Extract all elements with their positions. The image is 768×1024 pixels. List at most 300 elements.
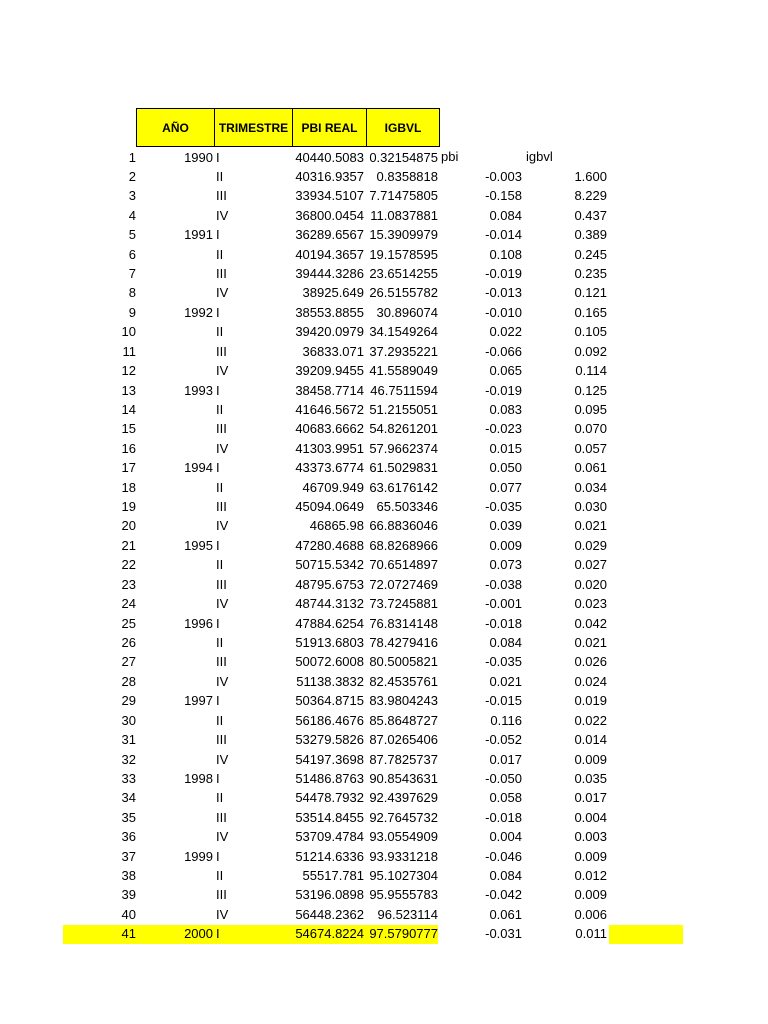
row-pbi-change[interactable]: -0.035 <box>485 499 522 515</box>
row-igbvl[interactable]: 0.32154875 <box>369 149 438 165</box>
row-pbi-real[interactable]: 41303.9951 <box>295 440 364 456</box>
row-index[interactable]: 12 <box>121 363 136 379</box>
row-pbi-change[interactable]: 0.009 <box>489 537 522 553</box>
row-quarter[interactable]: II <box>216 557 224 573</box>
row-pbi-real[interactable]: 47280.4688 <box>295 537 364 553</box>
table-row <box>0 400 768 419</box>
row-igbvl-change[interactable]: 0.057 <box>574 440 607 456</box>
row-pbi-change[interactable]: -0.014 <box>485 227 522 243</box>
row-igbvl[interactable]: 19.1578595 <box>369 246 438 262</box>
row-igbvl[interactable]: 26.5155782 <box>369 285 438 301</box>
row-quarter[interactable]: II <box>216 168 224 184</box>
row-igbvl[interactable]: 92.7645732 <box>369 809 438 825</box>
header-anio[interactable] <box>136 108 215 147</box>
row-pbi-real[interactable]: 54478.7932 <box>295 790 364 806</box>
row-year[interactable]: 2000 <box>184 926 213 942</box>
row-quarter[interactable]: I <box>216 149 220 165</box>
row-pbi-change[interactable]: -0.010 <box>485 304 522 320</box>
header-pbi-real[interactable] <box>292 108 367 147</box>
table-row <box>0 225 768 244</box>
row-pbi-real[interactable]: 36289.6567 <box>295 227 364 243</box>
row-pbi-change[interactable]: -0.050 <box>485 770 522 786</box>
row-igbvl-change[interactable]: 0.006 <box>574 906 607 922</box>
row-igbvl[interactable]: 37.2935221 <box>369 343 438 359</box>
row-index[interactable]: 7 <box>128 266 136 282</box>
row-igbvl[interactable]: 97.5790777 <box>369 926 438 942</box>
row-quarter[interactable]: IV <box>216 363 229 379</box>
row-pbi-change[interactable]: 0.084 <box>489 207 522 223</box>
row-igbvl-change[interactable]: 0.004 <box>574 809 607 825</box>
row-year[interactable]: 1999 <box>184 848 213 864</box>
row-igbvl-change[interactable]: 0.009 <box>574 887 607 903</box>
row-year[interactable]: 1990 <box>184 149 213 165</box>
row-quarter[interactable]: I <box>216 848 220 864</box>
table-row <box>0 652 768 671</box>
row-pbi-change[interactable]: -0.042 <box>485 887 522 903</box>
row-pbi-real[interactable]: 51138.3832 <box>296 673 364 689</box>
row-igbvl-change[interactable]: 0.009 <box>574 848 607 864</box>
row-pbi-real[interactable]: 40683.6662 <box>295 421 364 437</box>
table-row <box>0 905 768 924</box>
row-pbi-real[interactable]: 50364.8715 <box>295 693 364 709</box>
row-quarter[interactable]: II <box>216 635 224 650</box>
row-igbvl[interactable]: 82.4535761 <box>369 673 438 689</box>
row-index[interactable]: 22 <box>121 557 136 573</box>
table-row <box>0 148 768 167</box>
row-quarter[interactable]: IV <box>216 285 229 301</box>
row-index[interactable]: 38 <box>121 868 136 884</box>
row-igbvl[interactable]: 66.8836046 <box>369 518 438 534</box>
row-igbvl[interactable]: 85.8648727 <box>369 712 438 728</box>
row-pbi-real[interactable]: 50715.5342 <box>295 557 364 573</box>
row-quarter[interactable]: IV <box>216 207 229 223</box>
row-index[interactable]: 32 <box>121 751 136 767</box>
row-index[interactable]: 40 <box>121 906 136 922</box>
row-index[interactable]: 3 <box>128 188 136 204</box>
row-pbi-real[interactable]: 53279.5826 <box>295 732 364 748</box>
header-anio-label: AÑO <box>162 120 189 135</box>
row-quarter[interactable]: I <box>216 770 220 786</box>
row-index[interactable]: 18 <box>121 479 136 495</box>
table-row <box>0 303 768 322</box>
row-pbi-real[interactable]: 39444.3286 <box>295 266 364 282</box>
row-index[interactable]: 34 <box>121 790 136 806</box>
row-igbvl[interactable]: 95.9555783 <box>369 887 438 903</box>
table-row <box>0 439 768 458</box>
table-row <box>0 808 768 827</box>
row-igbvl-change[interactable]: 0.114 <box>575 363 607 379</box>
row-pbi-real[interactable]: 46865.98 <box>309 518 364 534</box>
row-igbvl[interactable]: 83.9804243 <box>369 693 438 709</box>
table-row <box>0 614 768 633</box>
row-pbi-change[interactable]: -0.046 <box>485 848 522 864</box>
row-igbvl[interactable]: 93.0554909 <box>369 829 438 845</box>
row-igbvl-change[interactable]: 0.023 <box>574 596 607 612</box>
row-pbi-change[interactable]: 0.084 <box>489 868 522 884</box>
row-igbvl-change[interactable]: 0.165 <box>574 304 607 320</box>
table-row <box>0 594 768 613</box>
row-pbi-real[interactable]: 36833.071 <box>302 343 364 359</box>
row-pbi-change[interactable]: -0.015 <box>485 693 522 709</box>
row-igbvl-change[interactable]: 0.245 <box>574 246 607 262</box>
row-igbvl[interactable]: 92.4397629 <box>369 790 438 806</box>
row-igbvl-change[interactable]: 0.105 <box>574 324 607 340</box>
row-index[interactable]: 37 <box>121 848 136 864</box>
table-row <box>0 555 768 574</box>
row-index[interactable]: 17 <box>121 460 136 476</box>
row-quarter[interactable]: II <box>216 479 224 495</box>
row-pbi-real[interactable]: 46709.949 <box>302 479 364 495</box>
table-row <box>0 750 768 769</box>
row-year[interactable]: 1993 <box>184 382 213 398</box>
table-row <box>0 497 768 516</box>
row-index[interactable]: 2 <box>128 168 136 184</box>
row-igbvl[interactable]: 87.7825737 <box>369 751 438 767</box>
table-row <box>0 419 768 438</box>
row-pbi-change[interactable]: 0.015 <box>489 440 522 456</box>
row-quarter[interactable]: III <box>216 499 227 515</box>
row-igbvl-change[interactable]: 0.125 <box>574 382 607 398</box>
row-pbi-change[interactable]: -0.158 <box>485 188 522 204</box>
row-pbi-real[interactable]: 51913.6803 <box>295 635 364 650</box>
row-igbvl-change[interactable]: 0.011 <box>575 926 607 942</box>
row-quarter[interactable]: III <box>216 887 227 903</box>
row-igbvl-change[interactable]: 8.229 <box>574 188 607 204</box>
row-pbi-change[interactable]: 0.017 <box>489 751 522 767</box>
row-igbvl-change[interactable]: 0.024 <box>574 673 607 689</box>
row-index[interactable]: 31 <box>121 732 136 748</box>
row-quarter[interactable]: II <box>216 246 224 262</box>
row-index[interactable]: 20 <box>121 518 136 534</box>
row-quarter[interactable]: IV <box>216 518 229 534</box>
table-row <box>0 186 768 205</box>
row-pbi-change[interactable]: -0.038 <box>485 576 522 592</box>
row-quarter[interactable]: I <box>216 693 220 709</box>
row-index[interactable]: 35 <box>121 809 136 825</box>
row-pbi-real[interactable]: 54197.3698 <box>295 751 364 767</box>
row-pbi-change[interactable]: -0.003 <box>485 168 522 184</box>
row-igbvl[interactable]: 7.71475805 <box>369 188 438 204</box>
row-igbvl-change[interactable]: 0.014 <box>574 732 607 748</box>
row-index[interactable]: 27 <box>121 654 136 670</box>
row-index[interactable]: 36 <box>121 829 136 845</box>
row-igbvl-change[interactable]: 0.042 <box>574 615 607 631</box>
row-igbvl[interactable]: 11.0837881 <box>370 207 438 223</box>
row-quarter[interactable]: IV <box>216 440 229 456</box>
row-index[interactable]: 15 <box>121 421 136 437</box>
row-igbvl[interactable]: 96.523114 <box>377 906 438 922</box>
row-igbvl[interactable]: 65.503346 <box>376 499 438 515</box>
row-quarter[interactable]: I <box>216 926 220 942</box>
row-igbvl[interactable]: 34.1549264 <box>369 324 438 340</box>
row-pbi-real[interactable]: 53514.8455 <box>295 809 364 825</box>
row-pbi-change[interactable]: 0.021 <box>489 673 522 689</box>
row-igbvl-change[interactable]: 0.026 <box>574 654 607 670</box>
header-igbvl-label: IGBVL <box>384 120 422 135</box>
row-index[interactable]: 1 <box>128 149 136 165</box>
row-igbvl-change[interactable]: 0.121 <box>574 285 607 301</box>
row-igbvl[interactable]: 57.9662374 <box>369 440 438 456</box>
row-igbvl-change[interactable]: 0.019 <box>574 693 607 709</box>
row-pbi-real[interactable]: 41646.5672 <box>295 401 364 417</box>
row-pbi-change[interactable]: 0.065 <box>489 363 522 379</box>
row-quarter[interactable]: III <box>216 654 227 670</box>
row-index[interactable]: 10 <box>121 324 136 340</box>
row-pbi-change[interactable]: -0.018 <box>485 615 522 631</box>
row-pbi-real[interactable]: 54674.8224 <box>295 926 364 942</box>
row-index[interactable]: 13 <box>121 382 136 398</box>
row-pbi-change[interactable]: 0.084 <box>489 635 522 650</box>
row-quarter[interactable]: III <box>216 343 227 359</box>
row-pbi-real[interactable]: 53709.4784 <box>295 829 364 845</box>
row-pbi-real[interactable]: 39420.0979 <box>295 324 364 340</box>
row-pbi-real[interactable]: 38458.7714 <box>295 382 364 398</box>
row-pbi-real[interactable]: 39209.9455 <box>295 363 364 379</box>
table-row <box>0 691 768 710</box>
row-pbi-change[interactable]: 0.083 <box>489 401 522 417</box>
table-row <box>0 342 768 361</box>
row-igbvl[interactable]: 63.6176142 <box>369 479 438 495</box>
row-index[interactable]: 11 <box>122 343 136 359</box>
row-year[interactable]: 1995 <box>184 537 213 553</box>
row-index[interactable]: 9 <box>128 304 136 320</box>
row-igbvl-change[interactable]: 0.389 <box>574 227 607 243</box>
table-row <box>0 322 768 341</box>
row-igbvl[interactable]: 95.1027304 <box>369 868 438 884</box>
row-quarter[interactable]: III <box>216 732 227 748</box>
row-igbvl[interactable]: 61.5029831 <box>369 460 438 476</box>
row-quarter[interactable]: IV <box>216 596 229 612</box>
subheader-pbi: pbi <box>441 149 459 164</box>
row-igbvl[interactable]: 80.5005821 <box>369 654 438 670</box>
row-index[interactable]: 24 <box>121 596 136 612</box>
row-igbvl-change[interactable]: 0.061 <box>574 460 607 476</box>
row-index[interactable]: 4 <box>128 207 136 223</box>
row-pbi-real[interactable]: 40440.5083 <box>295 149 364 165</box>
row-igbvl-change[interactable]: 0.235 <box>574 266 607 282</box>
row-pbi-real[interactable]: 40316.9357 <box>295 168 364 184</box>
row-quarter[interactable]: I <box>216 537 220 553</box>
row-igbvl[interactable]: 78.4279416 <box>369 635 438 650</box>
table-row <box>0 167 768 186</box>
row-igbvl[interactable]: 46.7511594 <box>370 382 438 398</box>
row-pbi-change[interactable]: -0.052 <box>485 732 522 748</box>
header-pbi-real-label: PBI REAL <box>301 120 358 135</box>
row-quarter[interactable]: I <box>216 304 220 320</box>
row-quarter[interactable]: IV <box>216 829 229 845</box>
row-igbvl-change[interactable]: 0.012 <box>574 868 607 884</box>
table-row <box>0 206 768 225</box>
subheader-igbvl: igbvl <box>526 149 553 164</box>
row-index[interactable]: 25 <box>121 615 136 631</box>
row-igbvl-change[interactable]: 0.437 <box>574 207 607 223</box>
table-row <box>0 264 768 283</box>
row-pbi-change[interactable]: 0.061 <box>489 906 522 922</box>
row-quarter[interactable]: I <box>216 382 220 398</box>
row-quarter[interactable]: IV <box>216 673 229 689</box>
row-igbvl[interactable]: 68.8268966 <box>369 537 438 553</box>
row-pbi-change[interactable]: -0.013 <box>485 285 522 301</box>
row-index[interactable]: 8 <box>128 285 136 301</box>
row-pbi-real[interactable]: 50072.6008 <box>295 654 364 670</box>
row-igbvl[interactable]: 72.0727469 <box>369 576 438 592</box>
row-igbvl-change[interactable]: 0.070 <box>574 421 607 437</box>
row-index[interactable]: 21 <box>121 537 136 553</box>
row-igbvl-change[interactable]: 0.009 <box>574 751 607 767</box>
row-igbvl-change[interactable]: 0.095 <box>574 401 607 417</box>
row-pbi-change[interactable]: -0.031 <box>485 926 522 942</box>
row-year[interactable]: 1994 <box>184 460 213 476</box>
row-igbvl-change[interactable]: 0.020 <box>574 576 607 592</box>
row-quarter[interactable]: I <box>216 227 220 243</box>
table-row <box>0 827 768 846</box>
row-pbi-real[interactable]: 56448.2362 <box>295 906 364 922</box>
row-quarter[interactable]: I <box>216 460 220 476</box>
row-pbi-change[interactable]: -0.001 <box>485 596 522 612</box>
row-igbvl-change[interactable]: 0.022 <box>574 712 607 728</box>
row-igbvl-change[interactable]: 1.600 <box>574 168 607 184</box>
row-quarter[interactable]: I <box>216 615 220 631</box>
table-row <box>0 245 768 264</box>
row-pbi-change[interactable]: -0.018 <box>485 809 522 825</box>
row-index[interactable]: 6 <box>128 246 136 262</box>
table-row <box>0 283 768 302</box>
row-pbi-real[interactable]: 36800.0454 <box>295 207 364 223</box>
table-row <box>0 478 768 497</box>
row-igbvl[interactable]: 0.8358818 <box>376 168 438 184</box>
row-pbi-real[interactable]: 56186.4676 <box>295 712 364 728</box>
row-igbvl-change[interactable]: 0.027 <box>574 557 607 573</box>
row-igbvl[interactable]: 23.6514255 <box>369 266 438 282</box>
row-pbi-change[interactable]: 0.022 <box>489 324 522 340</box>
table-row <box>0 769 768 788</box>
table-row <box>0 672 768 691</box>
header-trimestre[interactable] <box>214 108 293 147</box>
row-index[interactable]: 39 <box>121 887 136 903</box>
row-quarter[interactable]: II <box>216 324 224 340</box>
row-pbi-real[interactable]: 45094.0649 <box>295 499 364 515</box>
row-quarter[interactable]: III <box>216 421 227 437</box>
row-quarter[interactable]: IV <box>216 906 229 922</box>
row-pbi-real[interactable]: 38925.649 <box>302 285 364 301</box>
row-pbi-real[interactable]: 55517.781 <box>302 868 364 884</box>
row-pbi-change[interactable]: 0.116 <box>490 712 522 728</box>
table-row <box>0 516 768 535</box>
row-pbi-real[interactable]: 48795.6753 <box>295 576 364 592</box>
table-row <box>0 847 768 866</box>
table-row <box>0 866 768 885</box>
row-index[interactable]: 29 <box>121 693 136 709</box>
row-pbi-change[interactable]: 0.073 <box>489 557 522 573</box>
row-quarter[interactable]: III <box>216 266 227 282</box>
row-index[interactable]: 30 <box>121 712 136 728</box>
row-igbvl[interactable]: 90.8543631 <box>369 770 438 786</box>
row-index[interactable]: 28 <box>121 673 136 689</box>
row-index[interactable]: 33 <box>121 770 136 786</box>
row-igbvl-change[interactable]: 0.034 <box>574 479 607 495</box>
row-igbvl-change[interactable]: 0.035 <box>574 770 607 786</box>
row-year[interactable]: 1992 <box>184 304 213 320</box>
row-pbi-real[interactable]: 48744.3132 <box>295 596 364 612</box>
row-pbi-real[interactable]: 43373.6774 <box>295 460 364 476</box>
table-row <box>0 885 768 904</box>
header-trimestre-label: TRIMESTRE <box>218 120 289 135</box>
row-pbi-real[interactable]: 40194.3657 <box>295 246 364 262</box>
row-index[interactable]: 41 <box>121 926 136 942</box>
row-igbvl[interactable]: 70.6514897 <box>369 557 438 573</box>
row-pbi-real[interactable]: 47884.6254 <box>295 615 364 631</box>
row-igbvl[interactable]: 76.8314148 <box>369 615 438 631</box>
row-quarter[interactable]: IV <box>216 751 229 767</box>
row-igbvl[interactable]: 51.2155051 <box>369 401 438 417</box>
row-year[interactable]: 1996 <box>184 615 213 631</box>
row-igbvl-change[interactable]: 0.021 <box>574 635 607 650</box>
row-pbi-real[interactable]: 51486.8763 <box>295 770 364 786</box>
row-igbvl[interactable]: 30.896074 <box>376 304 438 320</box>
row-pbi-change[interactable]: 0.058 <box>489 790 522 806</box>
row-pbi-change[interactable]: -0.023 <box>485 421 522 437</box>
row-pbi-change[interactable]: -0.019 <box>485 266 522 282</box>
row-index[interactable]: 19 <box>121 499 136 515</box>
row-year[interactable]: 1998 <box>184 770 213 786</box>
header-igbvl[interactable] <box>366 108 440 147</box>
row-igbvl-change[interactable]: 0.092 <box>574 343 607 359</box>
row-quarter[interactable]: III <box>216 188 227 204</box>
row-quarter[interactable]: III <box>216 809 227 825</box>
row-index[interactable]: 16 <box>121 440 136 456</box>
table-row <box>0 730 768 749</box>
row-igbvl-change[interactable]: 0.029 <box>574 537 607 553</box>
row-igbvl-change[interactable]: 0.003 <box>574 829 607 845</box>
row-igbvl[interactable]: 15.3909979 <box>369 227 438 243</box>
row-pbi-change[interactable]: -0.019 <box>485 382 522 398</box>
row-igbvl[interactable]: 41.5589049 <box>369 363 438 379</box>
row-index[interactable]: 23 <box>121 576 136 592</box>
row-pbi-change[interactable]: 0.077 <box>489 479 522 495</box>
table-row <box>0 381 768 400</box>
row-pbi-change[interactable]: 0.108 <box>489 246 522 262</box>
row-igbvl[interactable]: 93.9331218 <box>369 848 438 864</box>
row-pbi-change[interactable]: 0.004 <box>489 829 522 845</box>
row-index[interactable]: 26 <box>121 635 136 650</box>
row-igbvl-change[interactable]: 0.017 <box>574 790 607 806</box>
row-igbvl-change[interactable]: 0.030 <box>574 499 607 515</box>
row-igbvl[interactable]: 54.8261201 <box>369 421 438 437</box>
row-quarter[interactable]: II <box>216 868 224 884</box>
row-pbi-real[interactable]: 38553.8855 <box>295 304 364 320</box>
row-quarter[interactable]: II <box>216 712 224 728</box>
row-igbvl[interactable]: 73.7245881 <box>369 596 438 612</box>
row-pbi-real[interactable]: 53196.0898 <box>295 887 364 903</box>
row-pbi-real[interactable]: 33934.5107 <box>295 188 364 204</box>
row-year[interactable]: 1991 <box>184 227 213 243</box>
row-igbvl-change[interactable]: 0.021 <box>574 518 607 534</box>
row-index[interactable]: 5 <box>128 227 136 243</box>
row-pbi-change[interactable]: -0.035 <box>485 654 522 670</box>
row-index[interactable]: 14 <box>121 401 136 417</box>
row-year[interactable]: 1997 <box>184 693 213 709</box>
row-pbi-change[interactable]: 0.050 <box>489 460 522 476</box>
row-quarter[interactable]: III <box>216 576 227 592</box>
table-row <box>0 536 768 555</box>
row-igbvl[interactable]: 87.0265406 <box>369 732 438 748</box>
table-row <box>0 458 768 477</box>
row-quarter[interactable]: II <box>216 401 224 417</box>
row-pbi-change[interactable]: 0.039 <box>489 518 522 534</box>
row-quarter[interactable]: II <box>216 790 224 806</box>
row-pbi-real[interactable]: 51214.6336 <box>295 848 364 864</box>
row-pbi-change[interactable]: -0.066 <box>485 343 522 359</box>
